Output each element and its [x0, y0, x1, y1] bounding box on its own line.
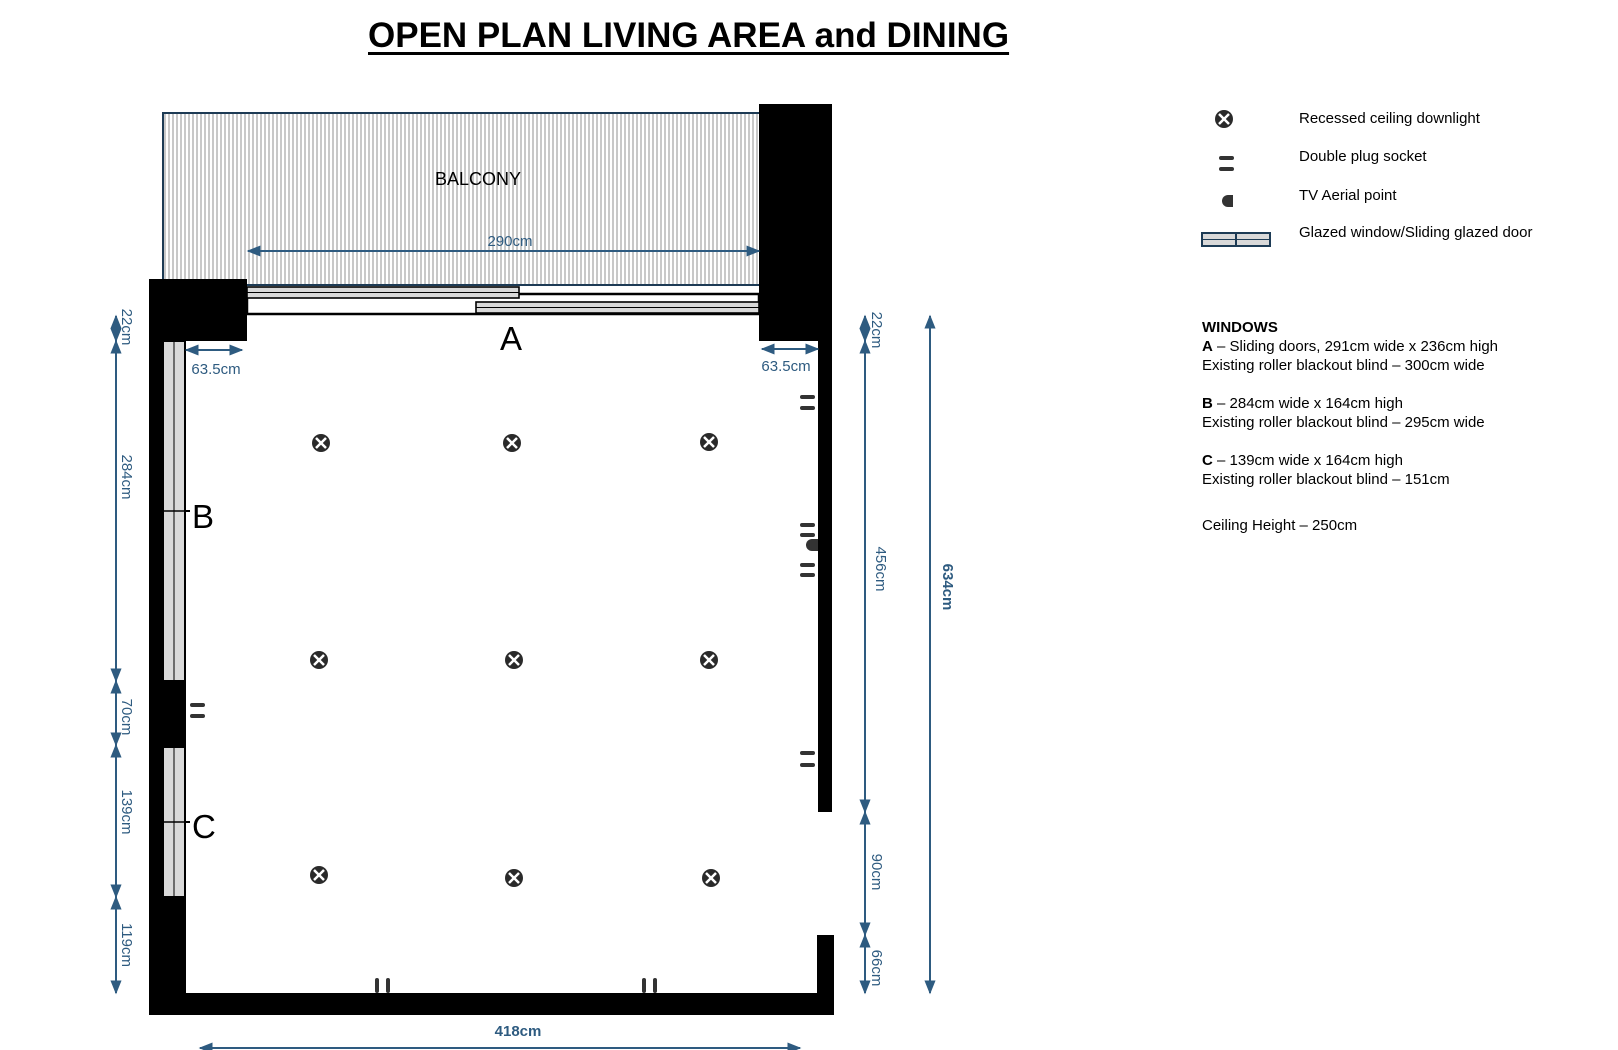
legend-window — [1200, 218, 1600, 252]
window-c — [163, 747, 216, 897]
legend-downlight — [1200, 104, 1600, 138]
note-a-line1: A – Sliding doors, 291cm wide x 236cm high — [1202, 338, 1498, 355]
note-c-line1: C – 139cm wide x 164cm high — [1202, 452, 1403, 469]
legend-label: Glazed window/Sliding glazed door — [1299, 224, 1533, 241]
socket-icon — [190, 703, 205, 718]
dim-left-return: 63.5cm — [191, 361, 241, 378]
downlight-icon — [700, 651, 718, 669]
dim-left-top: 22cm — [118, 308, 136, 346]
dim-left-c: 139cm — [118, 789, 136, 835]
dim-right-top: 22cm — [868, 311, 886, 349]
dim-right-bottom: 66cm — [868, 949, 886, 987]
note-b-line1: B – 284cm wide x 164cm high — [1202, 395, 1403, 412]
window-notes — [1202, 318, 1612, 535]
legend-label: Recessed ceiling downlight — [1299, 110, 1480, 127]
notes-heading: WINDOWS — [1202, 319, 1278, 336]
sliding-doors-a — [247, 287, 759, 357]
window-a-label: A — [499, 320, 523, 357]
wall-right-lower — [817, 935, 834, 1015]
dim-right-return: 63.5cm — [761, 358, 811, 375]
window-c-label: C — [192, 808, 216, 845]
dim-left-bottom: 119cm — [118, 923, 136, 967]
window-icon — [1200, 218, 1280, 252]
balcony-label: BALCONY — [434, 169, 522, 189]
dim-right-opening: 90cm — [868, 853, 886, 891]
tv-aerial-icon — [1200, 181, 1260, 215]
page-title: OPEN PLAN LIVING AREA and DINING — [368, 16, 1010, 55]
note-b-line2: Existing roller blackout blind – 295cm wide — [1202, 414, 1485, 431]
downlights — [310, 433, 720, 887]
downlight-icon — [503, 434, 521, 452]
ceiling-height: Ceiling Height – 250cm — [1202, 517, 1358, 534]
tv-aerial-icon — [806, 539, 818, 551]
legend-label: Double plug socket — [1299, 148, 1427, 165]
wall-top-right — [759, 104, 832, 341]
legend-label: TV Aerial point — [1299, 187, 1397, 204]
dim-left-b: 284cm — [118, 454, 136, 500]
socket-icon — [800, 523, 815, 537]
socket-icon — [1200, 142, 1260, 176]
downlight-icon — [505, 869, 523, 887]
socket-icon — [642, 978, 657, 993]
legend-tv-aerial — [1200, 181, 1600, 215]
sockets — [190, 395, 818, 993]
downlight-icon — [505, 651, 523, 669]
downlight-icon — [700, 433, 718, 451]
socket-icon — [375, 978, 390, 993]
dim-overall-depth: 634cm — [939, 563, 957, 611]
downlight-icon — [1200, 104, 1260, 138]
dim-left-pier: 70cm — [118, 698, 136, 736]
balcony — [163, 113, 760, 285]
socket-icon — [800, 395, 815, 410]
window-b — [163, 341, 214, 681]
legend-socket — [1200, 142, 1600, 176]
note-c-line2: Existing roller blackout blind – 151cm — [1202, 471, 1450, 488]
downlight-icon — [702, 869, 720, 887]
socket-icon — [800, 751, 815, 767]
dim-right-wall: 456cm — [872, 546, 890, 592]
downlight-icon — [310, 866, 328, 884]
window-b-label: B — [192, 498, 215, 535]
note-a-line2: Existing roller blackout blind – 300cm wide — [1202, 357, 1485, 374]
wall-bottom — [149, 993, 834, 1015]
dim-balcony-width: 290cm — [487, 233, 533, 250]
downlight-icon — [312, 434, 330, 452]
dim-overall-width: 418cm — [494, 1023, 542, 1040]
downlight-icon — [310, 651, 328, 669]
socket-icon — [800, 563, 815, 577]
wall-right-upper — [818, 334, 832, 812]
